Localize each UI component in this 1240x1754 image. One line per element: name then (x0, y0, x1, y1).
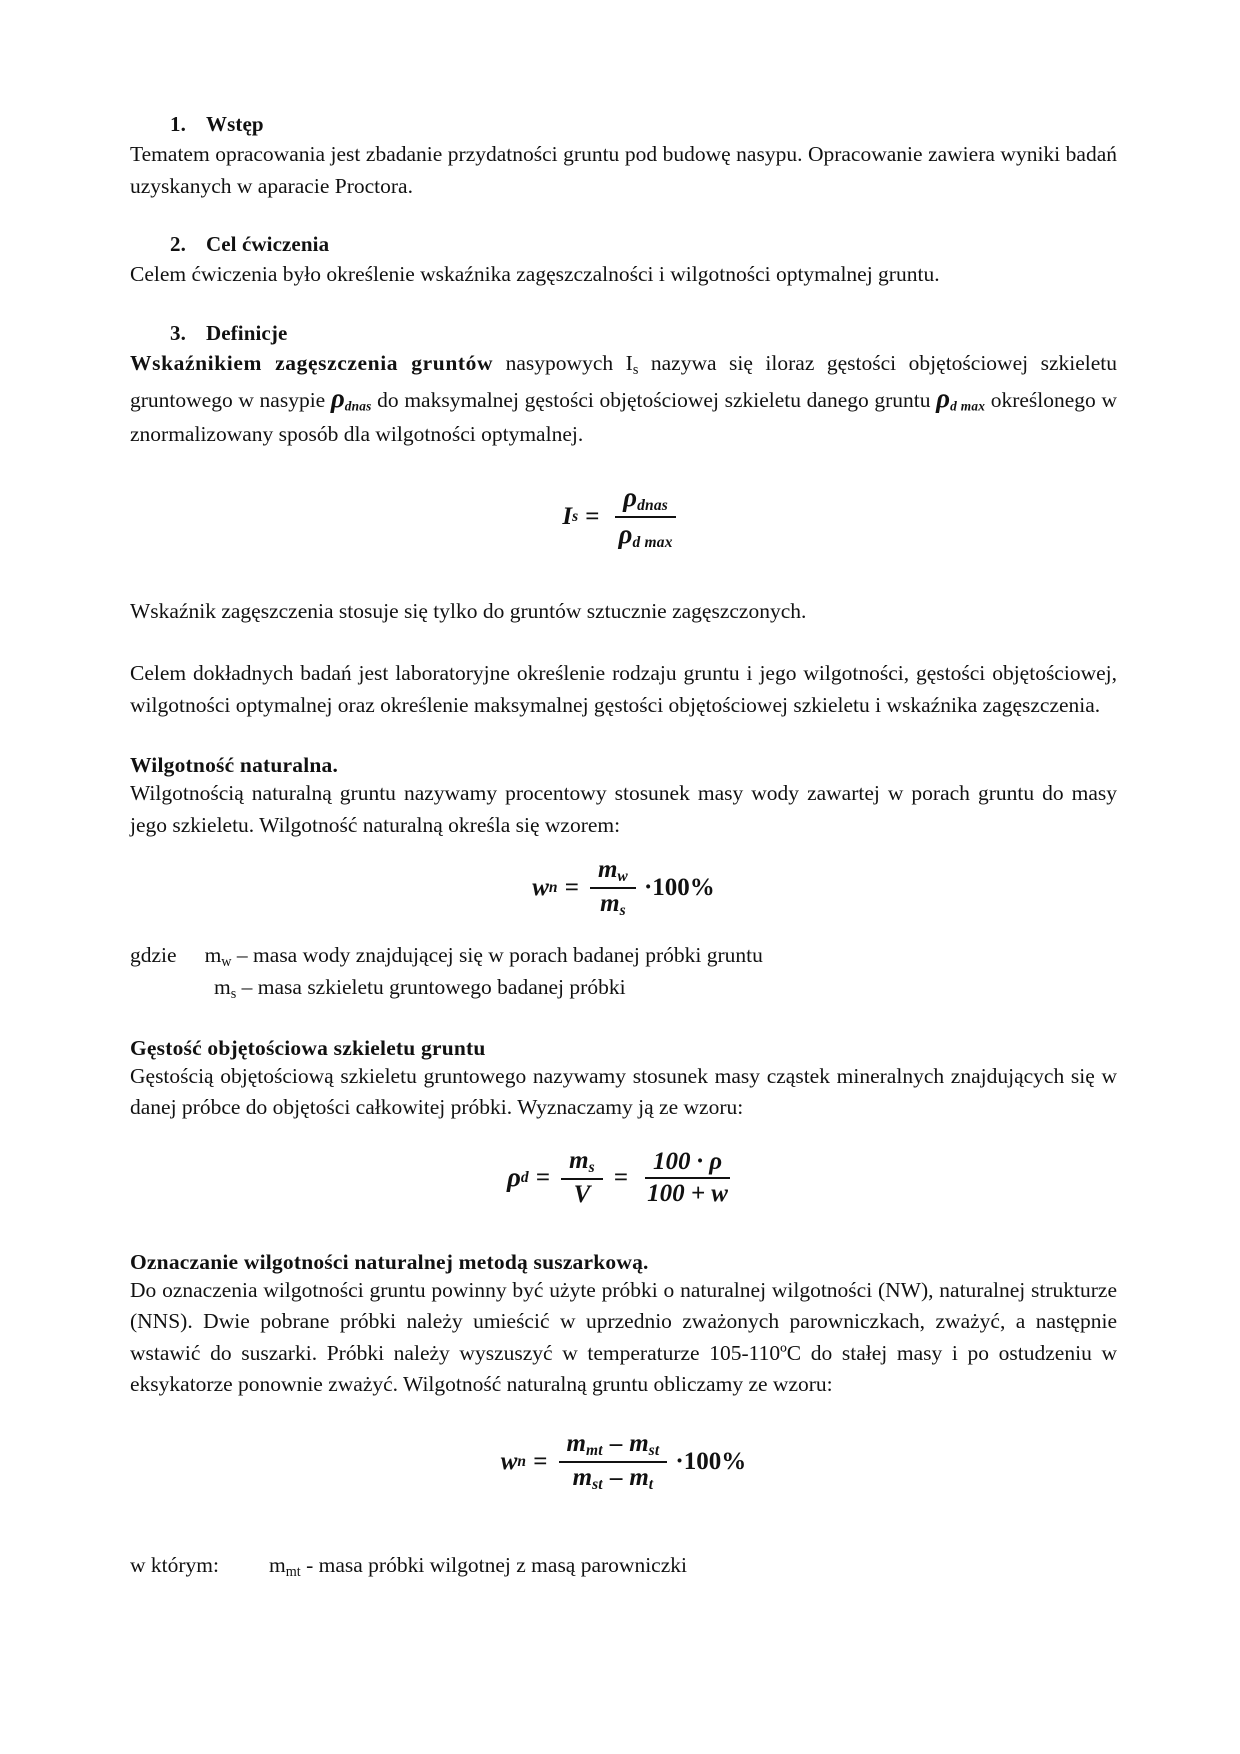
equation-is-fraction (611, 481, 681, 553)
equation-wn-denominator-symbol: m (600, 890, 620, 918)
equation-wn-suszarkowa (501, 1429, 747, 1495)
section-heading-3 (130, 321, 1117, 346)
equation-wn2-numerator-symbol-a: m (566, 1430, 586, 1458)
equation-wn2-numerator-subscript-a: mt (585, 1441, 603, 1459)
equation-wn2-lhs: w (500, 1447, 518, 1475)
gdzie-label: gdzie (130, 943, 177, 968)
definition-text-4: określonego w znormalizowany sposób dla wilgotności optymalnej. (130, 388, 1117, 447)
equation-is-numerator-symbol: ρ (623, 481, 638, 512)
definition-symbol-mw-subscript: w (221, 954, 232, 971)
subheading-gestosc-objetosciowa: Gęstość objętościowa szkieletu gruntu (130, 1035, 486, 1060)
definition-lead-bold: Wskaźnikiem zagęszczenia gruntów (130, 350, 494, 375)
equation-rho-d-numerator-2: 100 · ρ (645, 1147, 730, 1179)
equation-wn2-denominator-subscript-b: t (648, 1475, 654, 1493)
equation-is (562, 481, 684, 553)
equation-is-denominator (611, 518, 681, 553)
formula-compaction-index (130, 481, 1117, 553)
equation-wn-tail: ·100% (643, 874, 715, 902)
equation-wn2-numerator-subscript-b: st (648, 1441, 660, 1459)
equation-wn2-denominator (565, 1463, 662, 1495)
definition-sub-s: s (632, 361, 639, 378)
equation-wn2-tail: ·100% (675, 1447, 747, 1475)
paragraph-wilgotnosc-naturalna: Wilgotnością naturalną gruntu nazywamy procentowy stosunek masy wody zawartej w porach gruntu do masy jego szkieletu. Wilgotność naturalną określa się wzorem: (130, 781, 1117, 837)
equation-rho-d-lhs: ρ (507, 1162, 521, 1193)
formula-wilgotnosc-naturalna (130, 855, 1117, 921)
equation-wn-equals: = (564, 874, 579, 902)
equation-wn-lhs-subscript: n (548, 879, 558, 897)
equation-wn2-denominator-symbol-a: m (572, 1463, 593, 1491)
section-number-3: 3. (170, 320, 186, 345)
definition-text-mw: – masa wody znajdującej się w porach badanej próbki gruntu (231, 943, 763, 968)
definition-symbol-mw: m (204, 943, 222, 968)
definition-text-3: do maksymalnej gęstości objętościowej szkieletu danego gruntu (371, 388, 937, 413)
symbol-rho-dnas-subscript: dnas (344, 398, 372, 414)
equation-is-numerator (615, 481, 676, 518)
equation-rho-d-numerator-1-symbol: m (569, 1146, 589, 1174)
subheading-wilgotnosc-naturalna: Wilgotność naturalna. (130, 753, 339, 778)
w-ktorym-label: w którym: (130, 1552, 219, 1577)
equation-rho-d-equals-1: = (535, 1163, 551, 1191)
paragraph-metoda-suszarkowa: Do oznaczenia wilgotności gruntu powinny być użyte próbki o naturalnej wilgotności (NW), naturalnej strukturze (NNS). Dwie pobrane próbki należy umieścić w uprzednio zważonych parowniczkach, zważyć, a następnie wstawić do suszarki. Próbki należy wyszuszyć w temperaturze 105-110ºC do stałej masy i po ostudzeniu w eksykatorze ponownie zważyć. Wilgotność naturalną gruntu obliczamy ze wzoru: (130, 1277, 1117, 1397)
formula-wilgotnosc-suszarkowa (130, 1429, 1117, 1495)
equation-wn-denominator (592, 889, 634, 921)
definition-symbol-ms-subscript: s (230, 986, 237, 1003)
equation-wn2-equals: = (533, 1447, 548, 1475)
equation-wn-numerator (590, 855, 636, 889)
equation-rho-d (507, 1146, 740, 1210)
section-heading-1 (130, 112, 1117, 137)
equation-wn-lhs: w (532, 874, 549, 902)
symbol-rho-dmax-subscript: d max (950, 398, 986, 414)
formula-gestosc-szkieletu (130, 1146, 1117, 1210)
section-paragraph-2: Celem ćwiczenia było określenie wskaźnika zagęszczalności i wilgotności optymalnej gruntu. (130, 262, 940, 287)
paragraph-after-is: Wskaźnik zagęszczenia stosuje się tylko do gruntów sztucznie zagęszczonych. (130, 599, 807, 624)
definition-symbol-mmt: m (268, 1552, 286, 1577)
equation-wn2-denominator-subscript-a: st (592, 1475, 603, 1493)
equation-rho-d-denominator-2: 100 + w (647, 1179, 728, 1207)
equation-is-denominator-symbol: ρ (618, 518, 633, 549)
definition-row (130, 1549, 1117, 1581)
definition-symbol-ms: m (214, 975, 231, 1000)
section-paragraph-1: Tematem opracowania jest zbadanie przydatności gruntu pod budowę nasypu. Opracowanie zawiera wyniki badań uzyskanych w aparacie Proctora. (130, 142, 1117, 198)
section-number-2: 2. (170, 232, 186, 257)
equation-rho-d-fraction-2 (639, 1147, 736, 1209)
paragraph-gestosc-objetosciowa: Gęstością objętościową szkieletu gruntowego nazywamy stosunek masy cząstek mineralnych znajdujących się w danej próbce do objętości całkowitej próbki. Wyznaczamy ją ze wzoru: (130, 1063, 1117, 1120)
equation-wn (532, 855, 715, 921)
subheading-metoda-suszarkowa: Oznaczanie wilgotności naturalnej metodą suszarkową. (130, 1249, 649, 1274)
equation-wn-numerator-subscript: w (617, 868, 628, 886)
equation-rho-d-fraction-1 (561, 1146, 603, 1210)
definition-row (130, 971, 1117, 1003)
equation-is-lhs: I (562, 502, 573, 530)
equation-rho-d-lhs-subscript: d (520, 1168, 529, 1186)
section-number-1: 1. (170, 112, 186, 136)
equation-wn2-denominator-symbol-b: m (629, 1463, 649, 1491)
section-title-3: Definicje (206, 320, 288, 345)
paragraph-lab-goal: Celem dokładnych badań jest laboratoryjne określenie rodzaju gruntu i jego wilgotności, gęstości objętościowej, wilgotności optymalnej oraz określenie maksymalnej gęstości objętościowej szkieletu i wskaźnika zagęszczenia. (130, 661, 1117, 717)
equation-is-numerator-subscript: dnas (637, 496, 669, 514)
definition-list-suszarkowa (130, 1549, 1117, 1581)
equation-wn-fraction (590, 855, 636, 921)
equation-wn2-denominator-minus: – (609, 1463, 623, 1491)
equation-is-equals: = (585, 502, 600, 530)
definition-row (130, 939, 1117, 971)
symbol-rho-dnas: ρ (330, 383, 345, 414)
equation-rho-d-denominator-1: V (573, 1180, 591, 1208)
equation-wn-numerator-symbol: m (597, 856, 618, 884)
definition-list-wn (130, 939, 1117, 1004)
equation-rho-d-numerator-1 (561, 1146, 603, 1180)
section-title-1: Wstęp (206, 112, 264, 136)
equation-is-denominator-subscript: d max (632, 533, 673, 551)
definition-text-ms: – masa szkieletu gruntowego badanej próbki (236, 975, 626, 1000)
section-title-2: Cel ćwiczenia (206, 232, 330, 257)
equation-wn2-numerator-minus: – (609, 1430, 623, 1458)
equation-wn-denominator-subscript: s (619, 902, 626, 920)
equation-wn2-fraction (559, 1429, 668, 1495)
equation-wn2-numerator-symbol-b: m (629, 1430, 649, 1458)
definition-symbol-mmt-subscript: mt (285, 1563, 301, 1580)
equation-rho-d-equals-2: = (613, 1163, 629, 1191)
definition-text-2: nazywa się iloraz gęstości objętościowej szkieletu gruntowego w nasypie (130, 350, 1118, 413)
equation-wn2-lhs-subscript: n (517, 1452, 527, 1470)
equation-is-lhs-subscript: s (572, 507, 579, 525)
definition-text-1: nasypowych I (493, 350, 633, 375)
section-heading-2 (130, 232, 1117, 257)
definition-text-mmt: - masa próbki wilgotnej z masą parowniczki (300, 1552, 687, 1577)
equation-rho-d-numerator-1-subscript: s (588, 1158, 595, 1176)
definition-paragraph (130, 348, 1117, 451)
symbol-rho-dmax: ρ (936, 383, 951, 414)
equation-wn2-numerator (559, 1429, 668, 1463)
